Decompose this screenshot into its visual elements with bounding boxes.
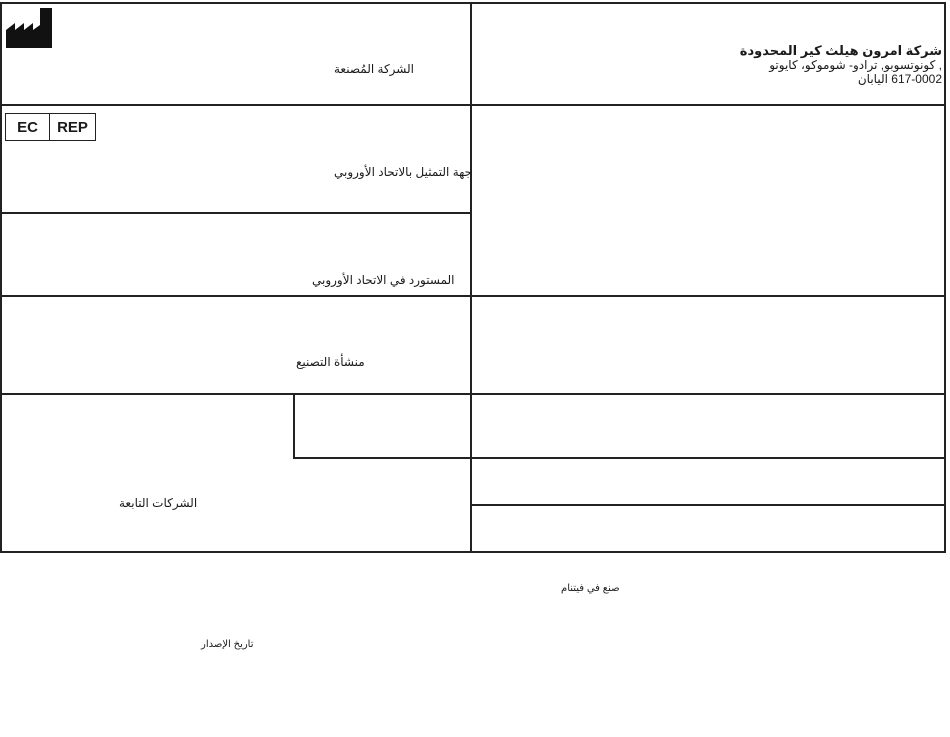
row-divider [0, 212, 472, 214]
importer-label: المستورد في الاتحاد الأوروبي [312, 273, 455, 287]
company-name: شركة امرون هيلث كير المحدودة [739, 43, 942, 58]
ec-rep-symbol [5, 113, 96, 141]
row-divider [0, 295, 946, 297]
manufacturer-label: الشركة المُصنعة [334, 62, 414, 76]
rep-label: REP [50, 113, 96, 141]
manufacturer-address [740, 44, 942, 86]
subsidiaries-label: الشركات التابعة [119, 496, 198, 510]
origin-label: منشأة التصنيع [296, 355, 365, 369]
address-line: 617-0002 اليابان [857, 72, 942, 86]
sub-divider [293, 457, 946, 459]
ec-rep-label: جهة التمثيل بالاتحاد الأوروبي [334, 165, 473, 179]
ec-label: EC [5, 113, 50, 141]
row-divider [471, 504, 946, 506]
row-divider [0, 393, 946, 395]
center-divider [470, 2, 472, 553]
issue-date-label: تاريخ الإصدار [201, 639, 254, 650]
made-in-text: صنع في فيتنام [561, 583, 620, 594]
factory-icon [6, 8, 52, 48]
row-divider [0, 104, 946, 106]
sub-divider [293, 394, 295, 458]
address-line: , كونوتسوبو, ترادو- شوموكو، كايوتو [769, 58, 942, 72]
